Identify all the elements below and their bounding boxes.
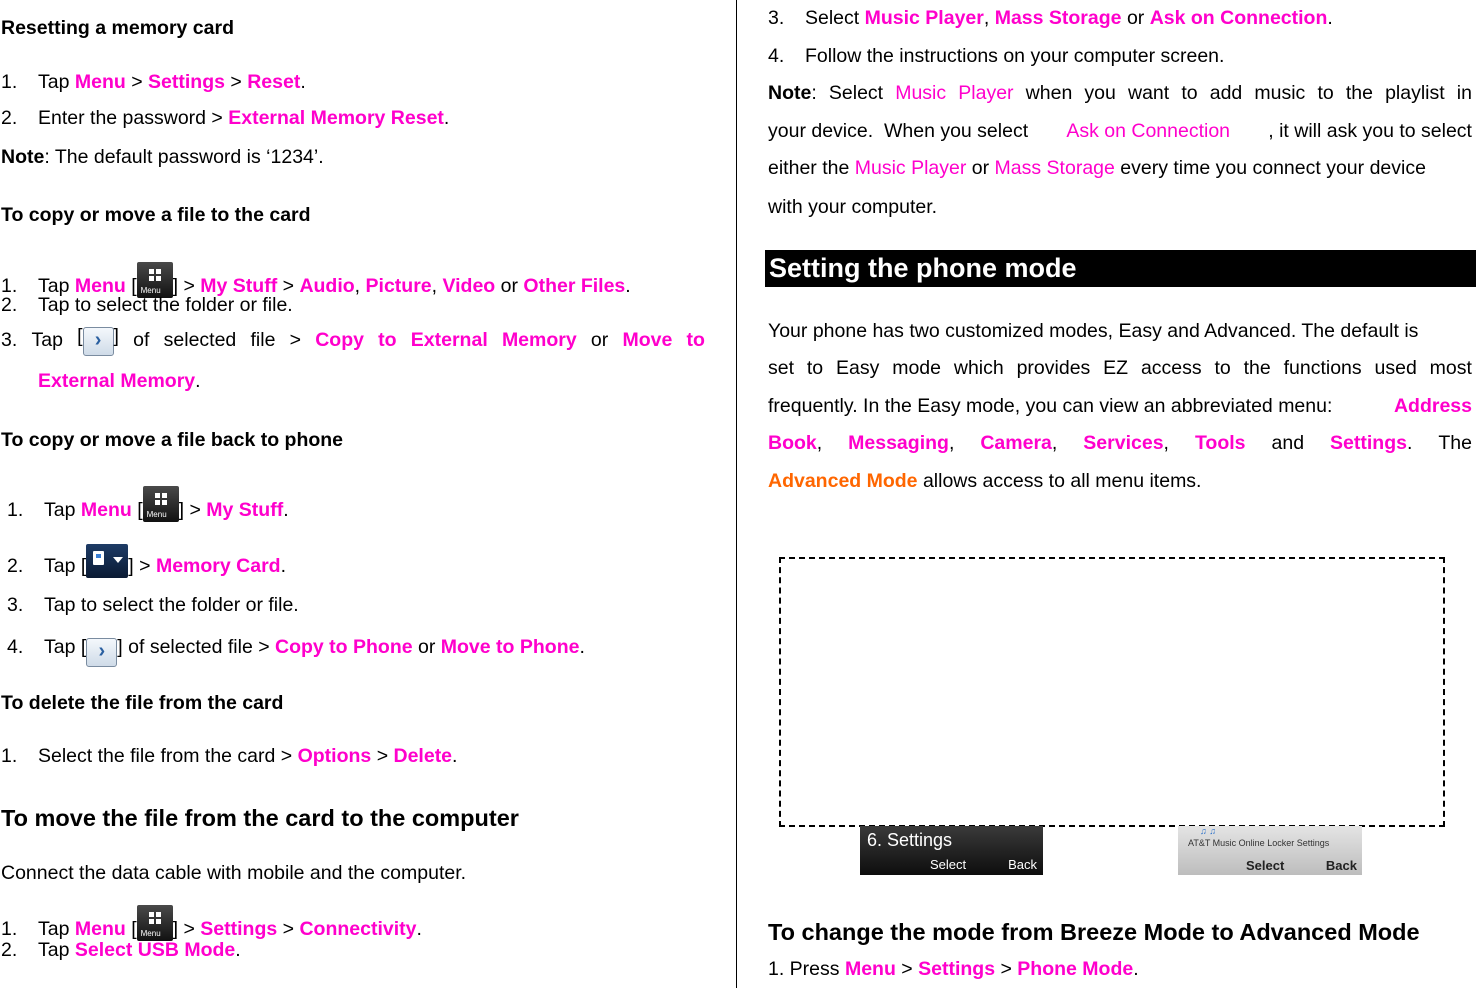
menu-link[interactable]: Menu xyxy=(80,499,132,521)
music-player-ref: Music xyxy=(895,82,947,104)
settings-link[interactable]: Settings xyxy=(1330,432,1407,454)
step-text: Tap to select the folder or file. xyxy=(44,594,299,616)
step-number: 2. xyxy=(1,294,18,316)
period: . xyxy=(300,71,306,93)
options-link[interactable]: Options xyxy=(297,745,372,767)
note-text: , it will ask you to select xyxy=(1268,120,1472,142)
menu-screen-thumbnail xyxy=(1178,826,1362,875)
copy-card-step-2 xyxy=(1,294,293,317)
address-book-group xyxy=(768,432,822,455)
services-group xyxy=(1083,432,1169,455)
audio-link[interactable]: Audio xyxy=(299,275,355,297)
heading-reset-memory-card: Resetting a memory card xyxy=(1,17,235,39)
chevron-right-icon: › xyxy=(83,327,114,356)
camera-group xyxy=(980,432,1057,455)
thumbnail-title: 6. Settings xyxy=(867,830,953,850)
note-word: you xyxy=(1084,82,1116,104)
mass-storage-link[interactable]: Mass Storage xyxy=(994,7,1122,29)
para-word: the xyxy=(1243,357,1271,379)
comma: , xyxy=(948,432,955,454)
mode-para-line-1: Your phone has two customized modes, Easy and Advanced. The default is xyxy=(768,320,1419,342)
step-text: Follow the instructions on your computer screen. xyxy=(805,45,1225,67)
para-word: to xyxy=(1214,357,1231,379)
step-text: ] of selected file > xyxy=(117,636,270,658)
menu-grid-icon xyxy=(143,486,179,522)
copy-card-step-1 xyxy=(1,262,631,298)
separator: > xyxy=(289,329,302,351)
move-computer-step-2 xyxy=(1,939,241,962)
note-label: Note xyxy=(768,82,812,104)
para-word: access xyxy=(1140,357,1202,379)
usb-step-3 xyxy=(768,7,1333,30)
step-number: 1. xyxy=(1,71,18,93)
menu-icon-label: Menu xyxy=(140,286,161,295)
change-mode-step-1 xyxy=(768,958,1139,981)
ask-on-connection-ref: Ask on Connection xyxy=(1066,120,1231,142)
step-number: 2. xyxy=(7,555,24,577)
note-line-1 xyxy=(768,82,1472,105)
step-word: of xyxy=(133,329,150,351)
note-text: : The default password is ‘1234’. xyxy=(44,146,324,168)
bracket: [ xyxy=(131,918,137,940)
mode-para-line-2 xyxy=(768,357,1472,380)
thumbnail-back-softkey: Back xyxy=(1325,858,1357,873)
or-text: or xyxy=(971,157,990,179)
comma: , xyxy=(354,275,361,297)
arrow-button-group xyxy=(77,325,119,356)
bracket: ] > xyxy=(178,499,201,521)
period: . xyxy=(452,745,458,767)
note-line-4: with your computer. xyxy=(768,196,938,218)
note-word: Select xyxy=(828,82,884,104)
separator: > xyxy=(131,71,143,93)
note-word: want xyxy=(1128,82,1170,104)
tools-link[interactable]: Tools xyxy=(1194,432,1246,454)
or-text: or xyxy=(500,275,518,297)
note-text: your device. When you select xyxy=(768,120,1029,142)
delete-link[interactable]: Delete xyxy=(393,745,453,767)
copy-phone-step-3 xyxy=(7,594,299,617)
mass-storage-ref: Mass Storage xyxy=(994,157,1115,179)
para-word: most xyxy=(1429,357,1472,379)
copy-phone-step-4 xyxy=(7,636,585,667)
music-player-ref: Music Player xyxy=(854,157,967,179)
menu-link[interactable]: Menu xyxy=(844,958,896,980)
para-text: frequently. In the Easy mode, you can view an abbreviated menu: xyxy=(768,395,1333,417)
para-word: to xyxy=(806,357,824,379)
heading-change-mode: To change the mode from Breeze Mode to Advanced Mode xyxy=(768,919,1420,945)
period: . xyxy=(1133,958,1139,980)
image-placeholder-box xyxy=(779,557,1445,827)
note-word: playlist xyxy=(1385,82,1445,104)
connectivity-link[interactable]: Connectivity xyxy=(299,918,417,940)
step-number: 1. xyxy=(1,918,18,940)
step-text: Tap xyxy=(38,275,70,297)
copy-to-phone-link[interactable]: Copy to Phone xyxy=(275,636,413,658)
note-line-3 xyxy=(768,157,1426,180)
comma: , xyxy=(1051,432,1058,454)
para-word: set xyxy=(768,357,795,379)
move-to-phone-link[interactable]: Move to Phone xyxy=(440,636,580,658)
para-word: Easy xyxy=(836,357,880,379)
menu-link[interactable]: Menu xyxy=(74,71,126,93)
section-title-phone-mode: Setting the phone mode xyxy=(765,250,1476,287)
step-text: Tap xyxy=(38,939,70,961)
copy-phone-step-1 xyxy=(7,486,289,522)
para-word: and xyxy=(1271,432,1305,454)
period: . xyxy=(280,555,286,577)
note-word: add xyxy=(1209,82,1243,104)
period: . xyxy=(195,370,201,392)
bracket: ] > xyxy=(172,918,195,940)
step-number: 1. xyxy=(7,499,24,521)
phone-mode-link[interactable]: Phone Mode xyxy=(1017,958,1134,980)
note-line-2 xyxy=(768,120,1472,143)
bracket: ] xyxy=(113,325,119,347)
external-memory-reset-link[interactable]: External Memory Reset xyxy=(228,107,444,129)
music-player-link[interactable]: Music Player xyxy=(864,7,984,29)
step-text: Tap xyxy=(44,636,76,658)
note-word: to xyxy=(1317,82,1334,104)
music-icons: ♫ ♫ xyxy=(1200,826,1217,836)
period: . xyxy=(579,636,585,658)
messaging-group xyxy=(848,432,954,455)
step-text: 1. Press xyxy=(768,958,840,980)
copy-card-step-3 xyxy=(1,325,705,356)
note-label: Note xyxy=(1,146,45,168)
copy-to-external-memory-link-word[interactable]: Memory xyxy=(501,329,577,351)
step-text: Tap xyxy=(38,918,70,940)
para-word: functions xyxy=(1283,357,1362,379)
music-player-ref: Player xyxy=(958,82,1014,104)
separator: > xyxy=(230,71,242,93)
period: . xyxy=(235,939,241,961)
comma: , xyxy=(983,7,990,29)
delete-step-1 xyxy=(1,745,457,768)
note-label-group xyxy=(768,82,817,105)
step-text: Enter the password > xyxy=(38,107,223,129)
menu-link[interactable]: Menu xyxy=(74,275,126,297)
bracket: [ xyxy=(80,555,87,577)
step-number: 3. xyxy=(7,594,24,616)
or-text: or xyxy=(590,329,609,351)
separator: > xyxy=(1000,958,1012,980)
mode-para-line-3 xyxy=(768,395,1472,418)
mode-para-line-4 xyxy=(768,432,1472,455)
settings-link[interactable]: Settings xyxy=(918,958,996,980)
step-number: 3. xyxy=(768,7,785,29)
my-stuff-link[interactable]: My Stuff xyxy=(206,499,284,521)
move-to-external-memory-link-word[interactable]: to xyxy=(686,329,705,351)
thumbnail-select-softkey: Select xyxy=(930,857,967,872)
colon: : xyxy=(811,82,817,104)
step-text: Tap xyxy=(44,499,76,521)
step-word: selected xyxy=(163,329,237,351)
step-number: 4. xyxy=(768,45,785,67)
menu-link[interactable]: Menu xyxy=(74,918,126,940)
move-computer-step-1 xyxy=(1,905,422,941)
or-text: or xyxy=(1126,7,1145,29)
separator: > xyxy=(282,275,295,297)
menu-grid-icon xyxy=(137,262,173,298)
step-text: Tap xyxy=(38,71,70,93)
settings-group xyxy=(1330,432,1412,455)
thumbnail-menu-items: AT&T Music Online Locker Settings xyxy=(1188,838,1330,848)
menu-icon-label: Menu xyxy=(140,929,161,938)
messaging-link[interactable]: Messaging xyxy=(848,432,949,454)
menu-icon-label: Menu xyxy=(146,510,167,519)
heading-copy-to-card: To copy or move a file to the card xyxy=(1,204,311,226)
services-link[interactable]: Services xyxy=(1083,432,1164,454)
period: . xyxy=(416,918,422,940)
bracket: ] > xyxy=(172,275,195,297)
step-word: Tap xyxy=(31,329,63,351)
heading-move-to-computer: To move the file from the card to the computer xyxy=(1,805,519,831)
memory-card-link[interactable]: Memory Card xyxy=(155,555,281,577)
my-stuff-link[interactable]: My Stuff xyxy=(200,275,278,297)
copy-to-external-memory-link-word[interactable]: External xyxy=(410,329,488,351)
note-word: when xyxy=(1025,82,1073,104)
copy-to-external-memory-link-word[interactable]: to xyxy=(378,329,397,351)
step-number: 3. xyxy=(1,329,18,351)
note-word: to xyxy=(1181,82,1198,104)
select-usb-mode-link[interactable]: Select USB Mode xyxy=(74,939,236,961)
comma: , xyxy=(816,432,823,454)
step-number: 2. xyxy=(1,939,18,961)
copy-card-step-3-cont xyxy=(38,370,201,393)
video-link[interactable]: Video xyxy=(442,275,496,297)
address-book-link[interactable]: Address xyxy=(1393,395,1472,417)
separator: > xyxy=(282,918,295,940)
picture-link[interactable]: Picture xyxy=(365,275,432,297)
reset-note xyxy=(1,146,324,169)
bracket: [ xyxy=(80,636,87,658)
mode-para-line-5 xyxy=(768,470,1201,493)
settings-screen-thumbnail xyxy=(860,826,1043,875)
bracket: [ xyxy=(131,275,137,297)
thumbnail-back-softkey: Back xyxy=(1008,857,1037,872)
separator: > xyxy=(376,745,389,767)
para-word: provides xyxy=(1016,357,1091,379)
chevron-right-icon: › xyxy=(86,638,117,667)
reset-step-2 xyxy=(1,107,449,130)
thumbnail-select-softkey: Select xyxy=(1246,858,1285,873)
period: . xyxy=(283,499,289,521)
period: . xyxy=(1406,432,1413,454)
para-word: The xyxy=(1438,432,1472,454)
usb-step-4 xyxy=(768,45,1224,68)
memory-card-icon xyxy=(86,544,128,578)
step-number: 4. xyxy=(7,636,24,658)
para-text: allows access to all menu items. xyxy=(922,470,1202,492)
menu-grid-icon xyxy=(137,905,173,941)
reset-link[interactable]: Reset xyxy=(247,71,301,93)
note-word: the xyxy=(1345,82,1373,104)
column-divider xyxy=(736,0,737,988)
heading-copy-to-phone: To copy or move a file back to phone xyxy=(1,429,344,451)
para-word: used xyxy=(1374,357,1417,379)
move-computer-intro: Connect the data cable with mobile and the computer. xyxy=(1,862,467,884)
para-word: which xyxy=(953,357,1004,379)
step-text: Select the file from the card > xyxy=(38,745,293,767)
bracket: ] > xyxy=(128,555,151,577)
step-number: 1. xyxy=(1,745,18,767)
note-word: in xyxy=(1456,82,1472,104)
period: . xyxy=(625,275,631,297)
note-word: music xyxy=(1254,82,1306,104)
settings-link[interactable]: Settings xyxy=(200,918,278,940)
comma: , xyxy=(431,275,438,297)
para-word: EZ xyxy=(1103,357,1129,379)
or-text: or xyxy=(418,636,436,658)
step-number: 2. xyxy=(1,107,18,129)
step-word: file xyxy=(250,329,276,351)
step-text: Select xyxy=(805,7,860,29)
settings-link[interactable]: Settings xyxy=(148,71,225,93)
step-text: Tap to select the folder or file. xyxy=(38,294,293,316)
bracket: [ xyxy=(77,325,83,347)
bracket: [ xyxy=(137,499,143,521)
reset-step-1 xyxy=(1,71,306,94)
separator: > xyxy=(901,958,913,980)
advanced-mode-link[interactable]: Advanced Mode xyxy=(768,470,918,492)
move-to-external-memory-link-word[interactable]: Move xyxy=(622,329,673,351)
note-text: every time you connect your device xyxy=(1120,157,1426,179)
step-text: Tap xyxy=(44,555,76,577)
para-word: mode xyxy=(892,357,941,379)
copy-to-external-memory-link-word[interactable]: Copy xyxy=(315,329,364,351)
heading-delete-file: To delete the file from the card xyxy=(1,692,284,714)
note-text: either the xyxy=(768,157,850,179)
move-to-external-memory-link[interactable]: External Memory xyxy=(38,370,196,392)
period: . xyxy=(1327,7,1333,29)
copy-phone-step-2 xyxy=(7,544,286,578)
period: . xyxy=(443,107,450,129)
camera-link[interactable]: Camera xyxy=(980,432,1052,454)
ask-on-connection-link[interactable]: Ask on Connection xyxy=(1149,7,1328,29)
step-number: 1. xyxy=(1,275,18,297)
address-book-link[interactable]: Book xyxy=(768,432,817,454)
comma: , xyxy=(1163,432,1169,454)
other-files-link[interactable]: Other Files xyxy=(523,275,626,297)
